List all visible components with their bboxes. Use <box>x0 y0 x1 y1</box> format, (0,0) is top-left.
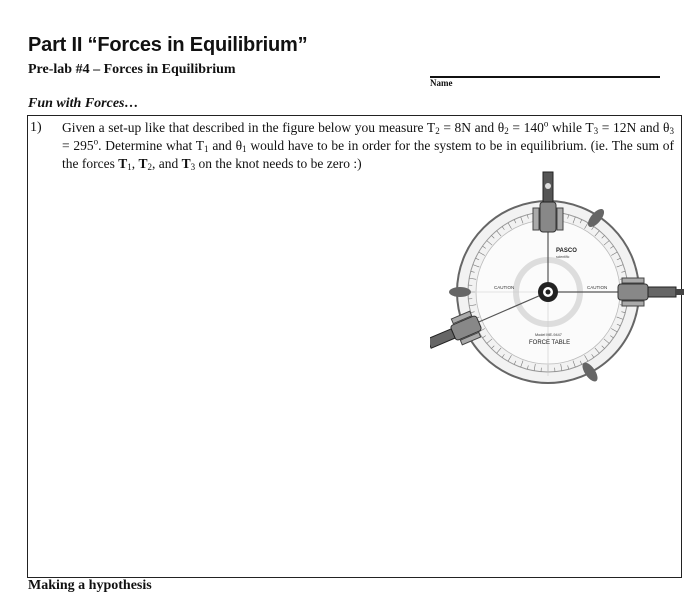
page-title: Part II “Forces in Equilibrium” <box>28 34 307 57</box>
lower-left-pulley-clamp <box>430 310 484 360</box>
section-heading: Fun with Forces… <box>28 96 138 112</box>
caution-left-label: CAUTION <box>494 285 514 290</box>
force-table-figure <box>430 168 692 390</box>
model-label: Model ME-9447 <box>535 333 562 337</box>
name-label: Name <box>430 78 453 88</box>
force-table-label: FORCE TABLE <box>529 340 570 346</box>
question-number: 1) <box>30 120 42 136</box>
right-pulley-clamp <box>618 278 684 306</box>
question-text: Given a set-up like that described in the figure below you measure $T_2 = 8N$ and $\theta_2 = 140^o$ while $T_3 = 12N$ and $\theta_3 = 295^o$. Determine what $T_1$ and $\theta_1$ would have to be in order for the system to be in equilibrium. (ie. The sum of the forces $T_1$, $T_2$, and $T_3$ on the knot needs to be zero :) <box>62 119 674 173</box>
caution-right-label: CAUTION <box>587 285 607 290</box>
next-section-heading: Making a hypothesis <box>28 578 152 594</box>
name-signature-line <box>430 76 660 78</box>
brand-label: PASCO <box>556 248 577 254</box>
leg-foot-left <box>449 287 471 297</box>
brand-sub-label: scientific <box>556 255 570 259</box>
page-subtitle: Pre-lab #4 – Forces in Equilibrium <box>28 62 236 78</box>
